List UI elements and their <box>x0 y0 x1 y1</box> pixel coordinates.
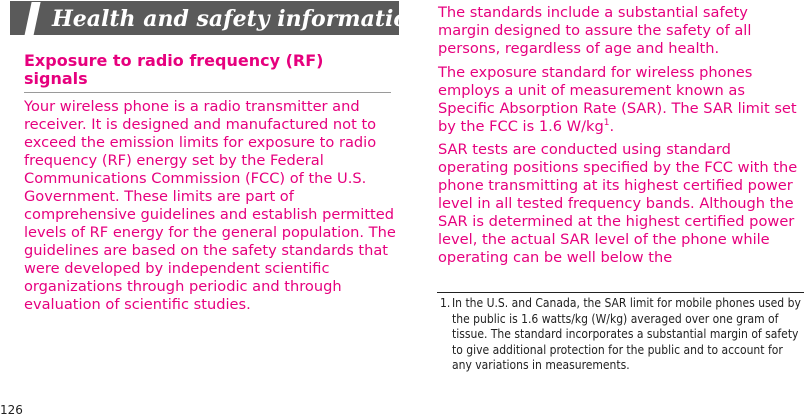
footnote <box>440 296 802 374</box>
right-body-paragraph-3: SAR tests are conducted using standard operating positions specified by the FCC with the phone transmitting at its highest certified power level in all tested frequency bands. Although the SAR is determined at the highest certified power level, the actual SAR level of the phone while operating can be well below the <box>438 141 798 266</box>
right-body-paragraph-2 <box>438 64 804 136</box>
page-number: 126 <box>0 403 23 417</box>
banner-stripe-decoration <box>24 2 40 36</box>
footnote-divider <box>437 292 804 293</box>
sar-limit-period: . <box>609 118 615 135</box>
section-banner <box>10 1 425 35</box>
banner-title: Health and safety information <box>52 6 425 32</box>
heading-divider <box>24 92 391 93</box>
footnote-reference: 1 <box>603 118 610 128</box>
left-body-paragraph: Your wireless phone is a radio transmitter and receiver. It is designed and manufactured not to exceed the emission limits for exposure to radio frequency (RF) energy set by the Federal Communications Commission (FCC) of the U.S. Government. These limits are part of comprehensive guidelines and establish permitted levels of RF energy for the general population. The guidelines are based on the safety standards that were developed by independent scientific organizations through periodic and through evaluation of scientific studies. <box>24 98 396 313</box>
section-heading: Exposure to radio frequency (RF) signals <box>24 51 324 88</box>
sar-limit-text: The exposure standard for wireless phones employs a unit of measurement known as Specific Absorption Rate (SAR). The SAR limit set by the FCC is 1.6 W/kg <box>438 64 797 135</box>
footnote-text: In the U.S. and Canada, the SAR limit for mobile phones used by the public is 1.6 watts/kg (W/kg) averaged over one gram of tissue. The standard incorporates a substantial margin of safety to give additional protection for the public and to account for any variations in measurements. <box>452 296 801 372</box>
right-body-paragraph-1: The standards include a substantial safety margin designed to assure the safety of all persons, regardless of age and health. <box>438 4 752 57</box>
footnote-number: 1. <box>440 296 451 310</box>
